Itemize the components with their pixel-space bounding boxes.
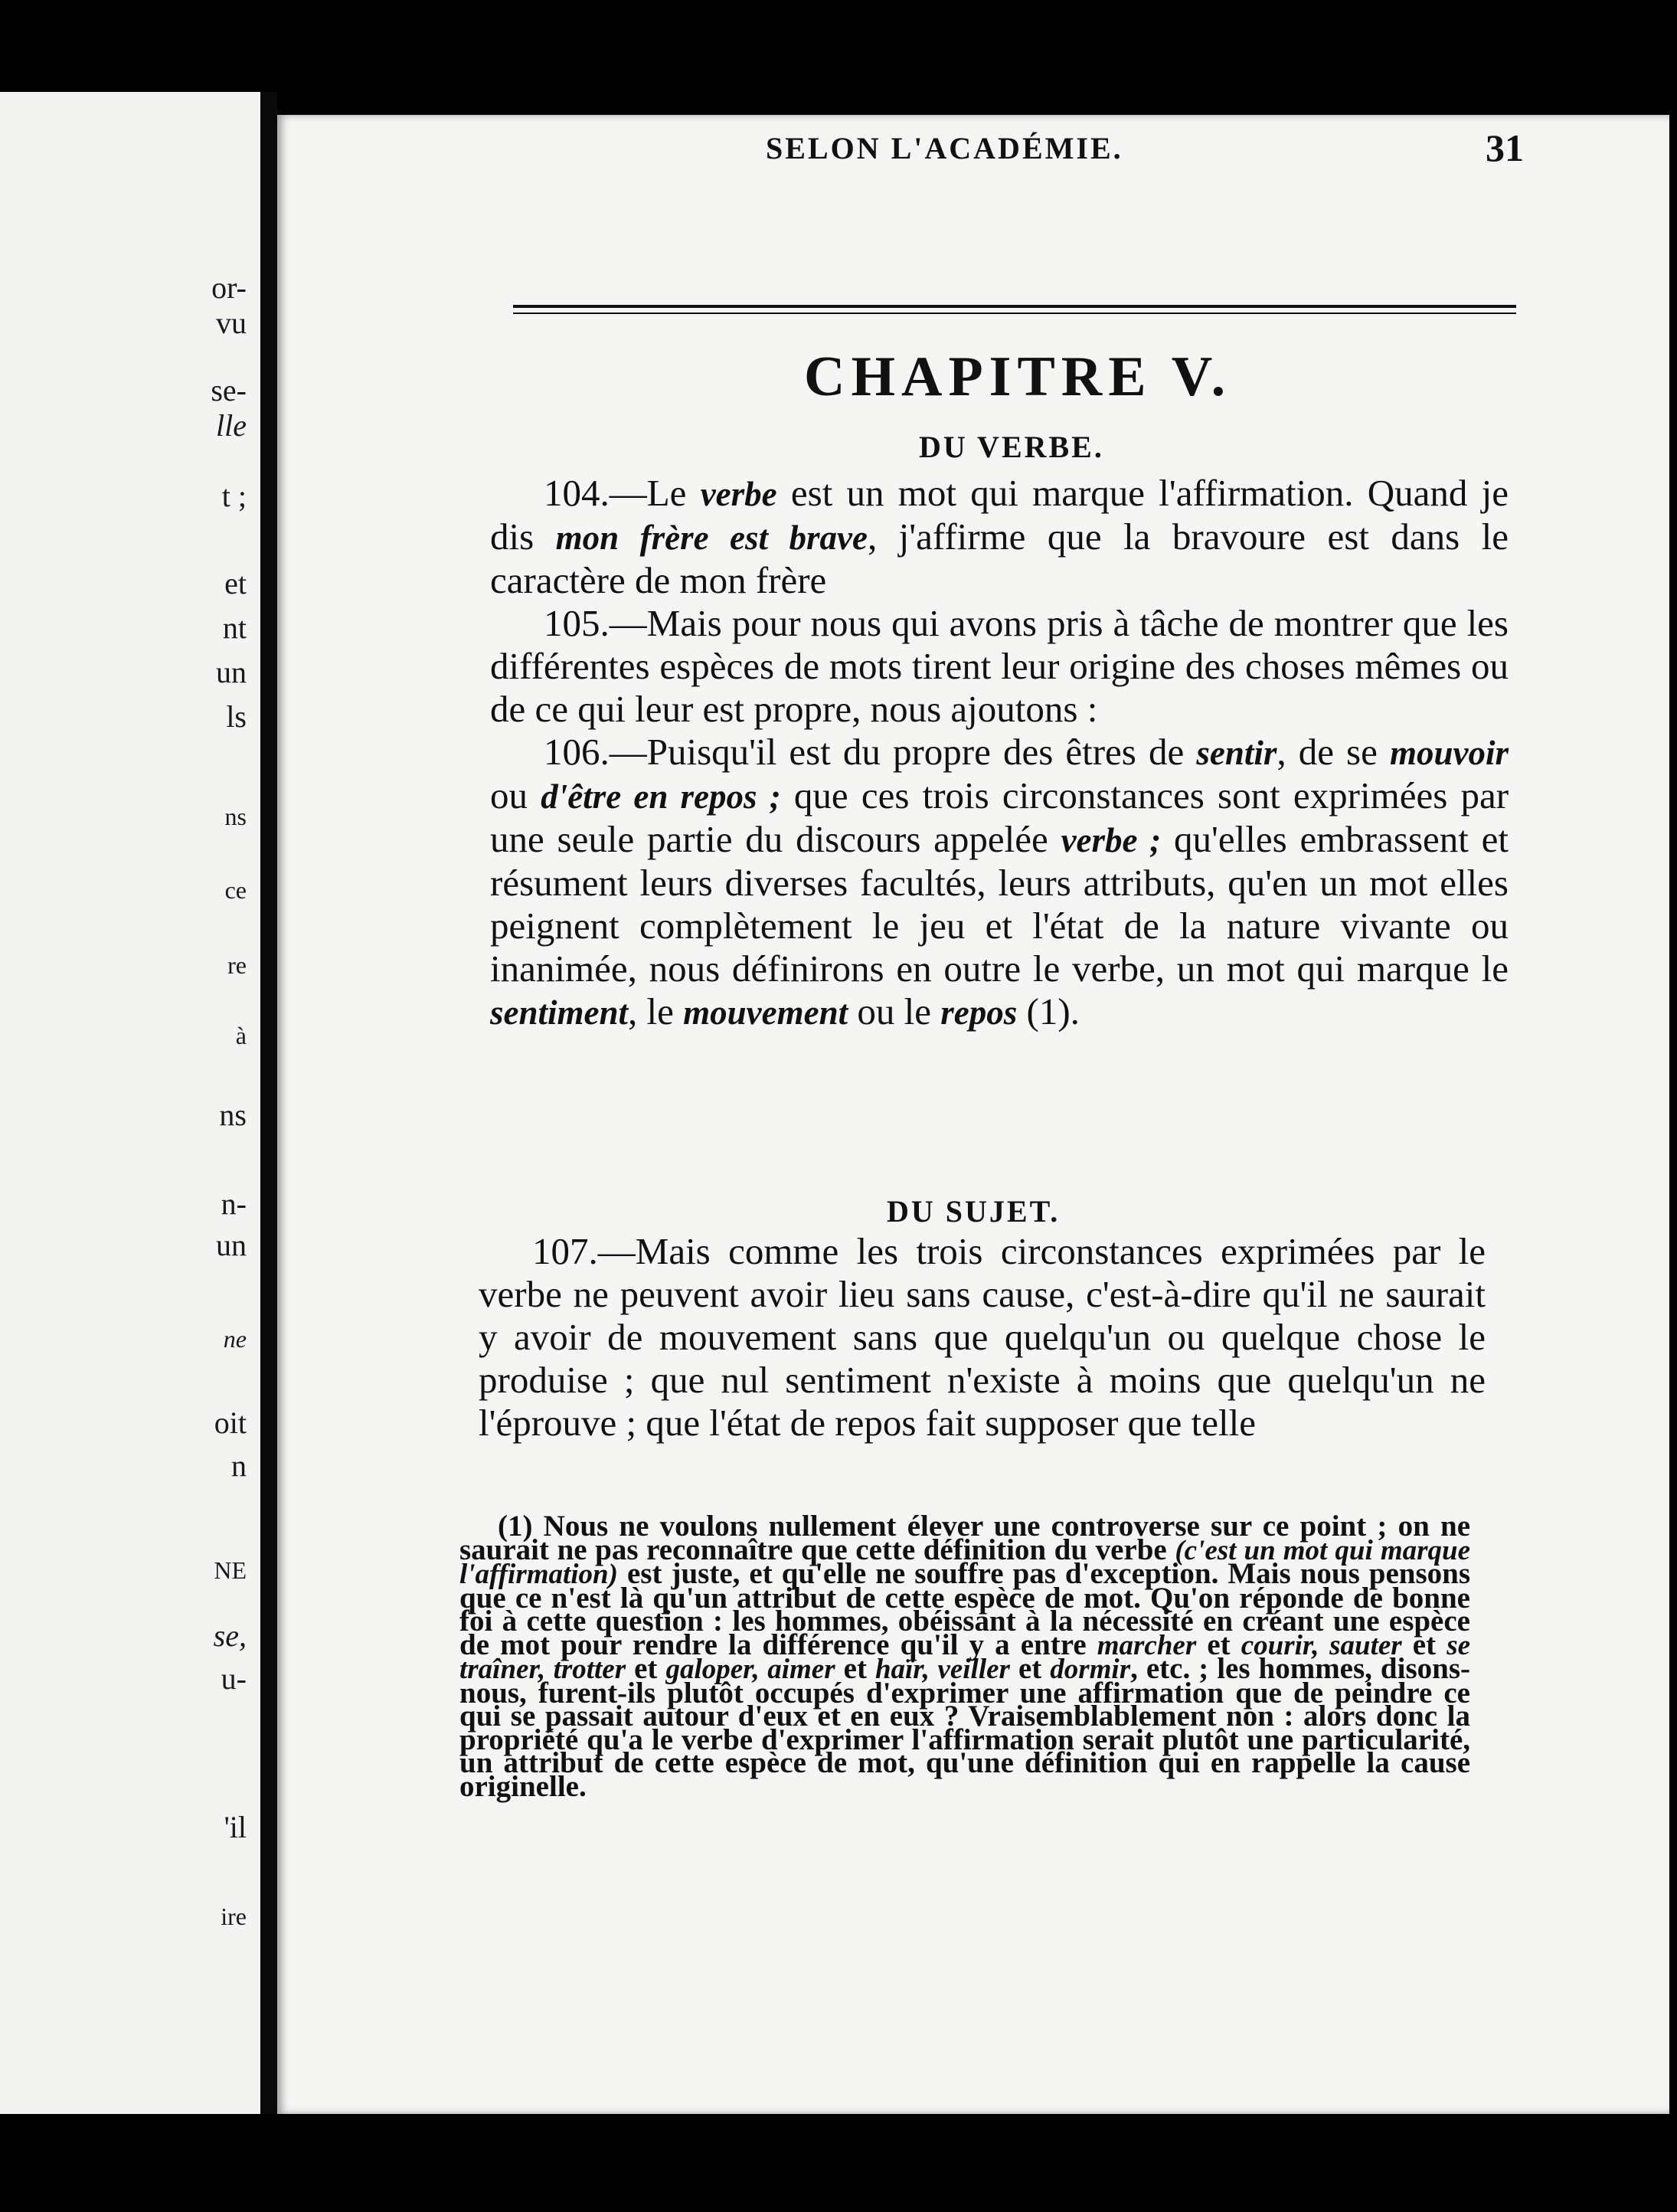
left-page-text: ire xyxy=(221,1903,247,1930)
left-page-text: un xyxy=(216,1228,247,1262)
left-page-text: 'il xyxy=(224,1810,247,1844)
left-page-text: vu xyxy=(216,306,247,340)
main-text-upper xyxy=(490,472,1509,1034)
header-rule xyxy=(513,305,1516,314)
paragraph-106: 106.—Puisqu'il est du propre des êtres de sentir, de se mouvoir ou d'être en repos ; que ces trois circonstances sont exprimées par une seule partie du discours appelée verbe ; qu'elles embrassent et résument leurs diverses facultés, leurs attributs, qu'en un mot elles peignent complètement le jeu et l'état de la nature vivante ou inanimée, nous définirons en outre le verbe, un mot qui marque le sentiment, le mouvement ou le repos (1). xyxy=(490,731,1509,1032)
book-page xyxy=(277,115,1669,2114)
left-page-text: n xyxy=(231,1448,247,1483)
left-page-text: oit xyxy=(214,1405,247,1440)
left-page-text: à xyxy=(235,1022,247,1049)
running-title: SELON L'ACADÉMIE. xyxy=(766,131,1123,165)
left-page-text: ne xyxy=(223,1325,247,1353)
left-page-text: re xyxy=(227,951,247,979)
left-page-text: ns xyxy=(219,1098,247,1132)
main-text-lower xyxy=(479,1230,1486,1445)
left-page-text: se, xyxy=(213,1618,247,1653)
section-title-verbe: DU VERBE. xyxy=(919,430,1104,464)
paragraph-107: 107.—Mais comme les trois circonstances exprimées par le verbe ne peuvent avoir lieu sans cause, c'est-à-dire qu'il ne saurait y avoir de mouvement sans que quelqu'un ou quelque chose le produise ; que nul sentiment n'existe à moins que quelqu'un ne l'éprouve ; que l'état de repos fait supposer que telle xyxy=(479,1230,1486,1444)
paragraph-105: 105.—Mais pour nous qui avons pris à tâche de montrer que les différentes espèces de mots tirent leur origine des choses mêmes ou de ce qui leur est propre, nous ajoutons : xyxy=(490,602,1509,730)
left-page-fragment xyxy=(0,92,260,2114)
left-page-text: nt xyxy=(222,610,247,645)
left-page-text: t ; xyxy=(221,479,247,513)
left-page-text: se- xyxy=(211,373,247,407)
left-page-text: un xyxy=(216,655,247,689)
page-number: 31 xyxy=(1486,126,1524,169)
left-page-text: or- xyxy=(211,270,247,305)
left-page-text: u- xyxy=(221,1661,247,1696)
left-page-text: NE xyxy=(214,1556,247,1584)
section-title-sujet: DU SUJET. xyxy=(887,1194,1061,1229)
book-gutter xyxy=(260,92,277,2114)
running-header xyxy=(230,126,1524,184)
left-page-text: et xyxy=(224,566,247,600)
footnote-text: (1) Nous ne voulons nullement élever une controverse sur ce point ; on ne saurait ne pas reconnaître que cette définition du verbe (c'est un mot qui marque l'affirmation) est juste, et qu'elle ne souffre pas d'exception. Mais nous pensons que ce n'est là qu'un attribut de cette espèce de mot. Qu'on réponde de bonne foi à cette question : les hommes, obéissant à la nécessité en créant une espèce de mot pour rendre la différence qu'il y a entre marcher et courir, sauter et se traîner, trotter et galoper, aimer et haïr, veiller et dormir, etc. ; les hommes, disons-nous, furent-ils plutôt occupés d'exprimer une affirmation que de peindre ce qui se passait autour d'eux et en eux ? Vraisemblablement non : alors donc la propriété qu'a le verbe d'exprimer l'affirmation serait plutôt une particularité, un attribut de cette espèce de mot, qu'une définition qui en rappelle la cause originelle. xyxy=(459,1510,1471,1803)
left-page-text: lle xyxy=(216,408,247,443)
left-page-text: ce xyxy=(224,876,247,904)
paragraph-104: 104.—Le verbe est un mot qui marque l'affirmation. Quand je dis mon frère est brave, j'affirme que la bravoure est dans le caractère de mon frère xyxy=(490,472,1509,601)
left-page-text: ns xyxy=(224,803,247,830)
footnote xyxy=(459,1510,1471,1803)
left-page-text: ls xyxy=(226,699,247,734)
left-page-text: n- xyxy=(221,1186,247,1221)
chapter-title: CHAPITRE V. xyxy=(804,345,1232,408)
